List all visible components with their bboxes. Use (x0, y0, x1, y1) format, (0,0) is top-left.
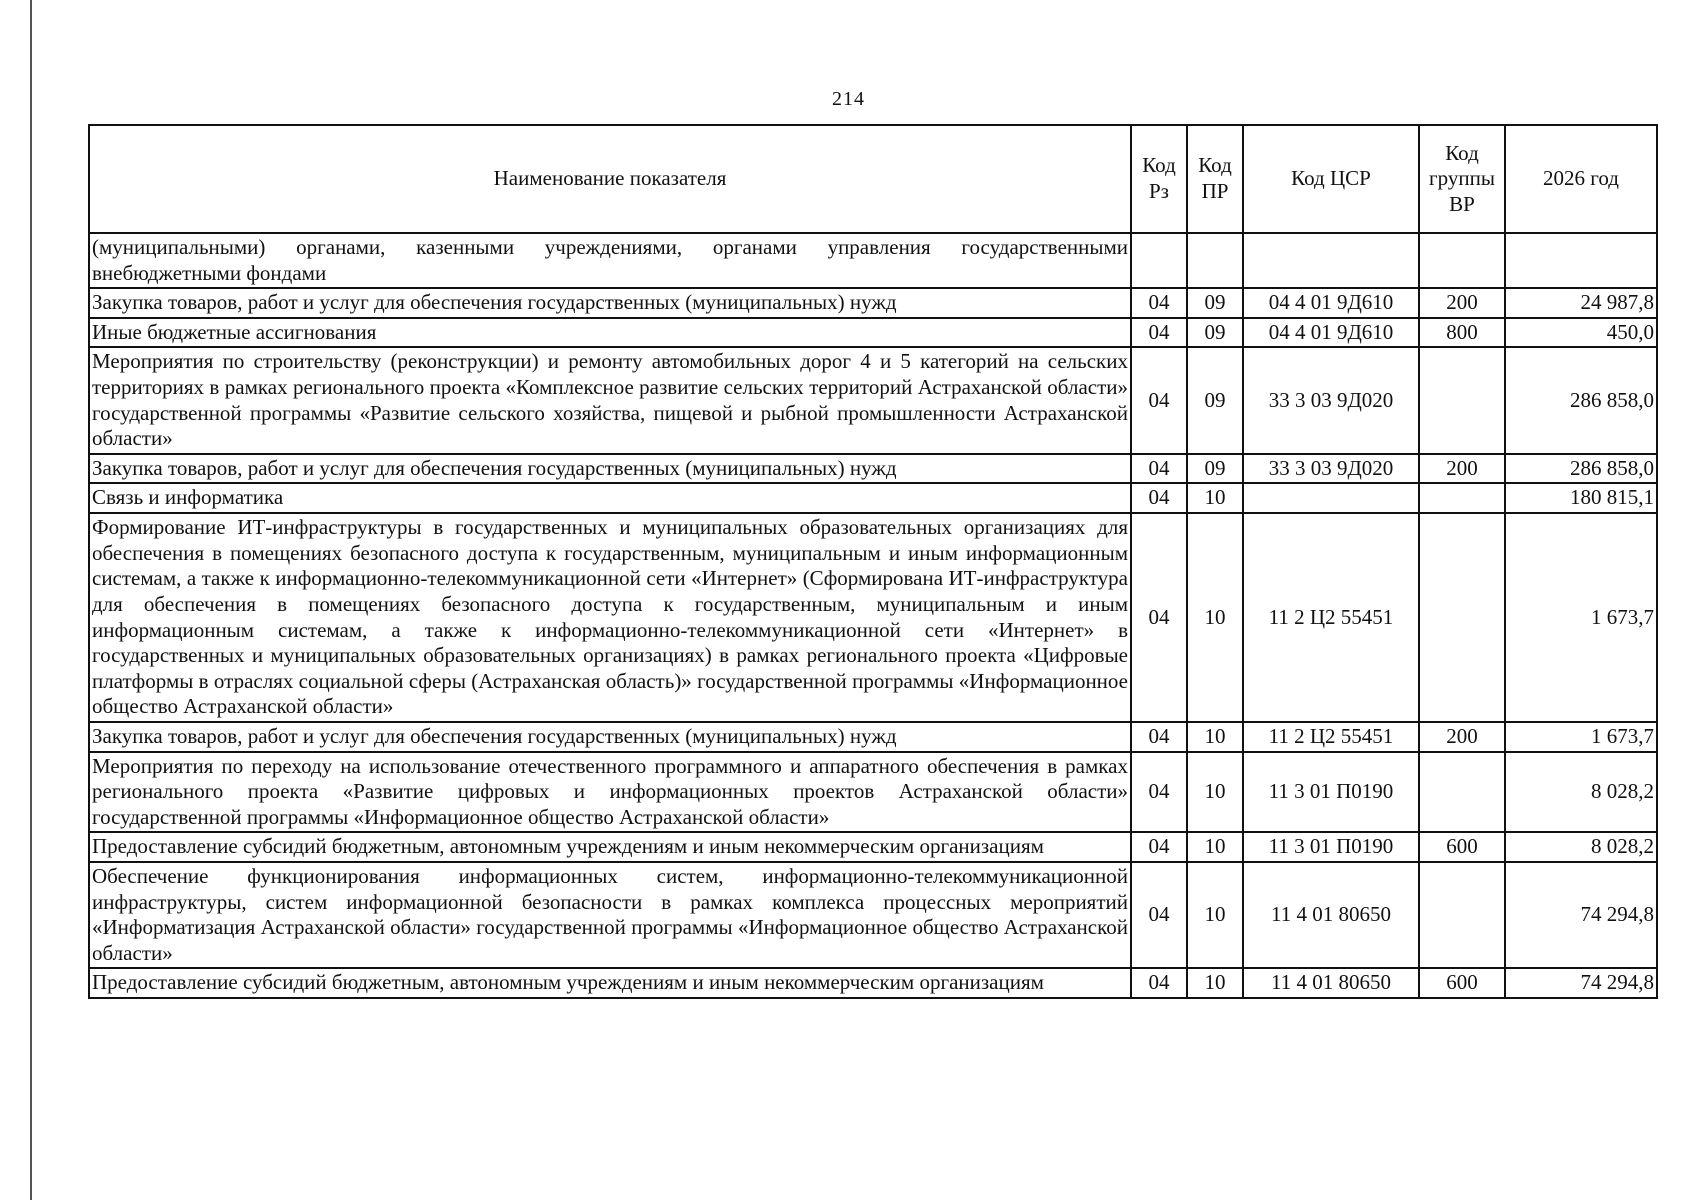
row-rz: 04 (1131, 454, 1187, 484)
table-row (89, 454, 1657, 484)
table-row (89, 233, 1657, 288)
table-row (89, 318, 1657, 348)
row-rz: 04 (1131, 288, 1187, 318)
row-vr: 200 (1419, 722, 1505, 752)
page-binding-line (30, 0, 32, 1200)
row-csr: 11 4 01 80650 (1243, 968, 1419, 998)
row-vr: 600 (1419, 832, 1505, 862)
row-csr: 11 3 01 П0190 (1243, 832, 1419, 862)
budget-table (88, 124, 1658, 999)
row-rz: 04 (1131, 968, 1187, 998)
row-name: Закупка товаров, работ и услуг для обеспечения государственных (муниципальных) нужд (89, 454, 1131, 484)
table-row (89, 722, 1657, 752)
row-pr: 10 (1187, 832, 1243, 862)
row-pr: 10 (1187, 968, 1243, 998)
row-vr (1419, 513, 1505, 722)
row-csr: 33 3 03 9Д020 (1243, 454, 1419, 484)
row-name: Предоставление субсидий бюджетным, автономным учреждениям и иным некоммерческим организациям (89, 832, 1131, 862)
row-pr: 09 (1187, 318, 1243, 348)
table-header-row (89, 125, 1657, 233)
row-pr: 10 (1187, 862, 1243, 968)
row-vr: 600 (1419, 968, 1505, 998)
row-pr: 10 (1187, 513, 1243, 722)
row-csr: 33 3 03 9Д020 (1243, 347, 1419, 453)
table-row (89, 968, 1657, 998)
row-rz: 04 (1131, 318, 1187, 348)
table-row (89, 288, 1657, 318)
row-vr (1419, 752, 1505, 833)
row-name: Мероприятия по строительству (реконструкции) и ремонту автомобильных дорог 4 и 5 категорий на сельских территориях в рамках регионального проекта «Комплексное развитие сельских территорий Астраханской области» государственной программы «Развитие сельского хозяйства, пищевой и рыбной промышленности Астраханской области» (89, 347, 1131, 453)
row-name: Обеспечение функционирования информационных систем, информационно-телекоммуникационной инфраструктуры, систем информационной безопасности в рамках комплекса процессных мероприятий «Информатизация Астраханской области» государственной программы «Информационное общество Астраханской области» (89, 862, 1131, 968)
row-pr: 10 (1187, 483, 1243, 513)
row-rz: 04 (1131, 483, 1187, 513)
row-name: Предоставление субсидий бюджетным, автономным учреждениям и иным некоммерческим организациям (89, 968, 1131, 998)
row-rz: 04 (1131, 752, 1187, 833)
table-row (89, 752, 1657, 833)
row-vr: 200 (1419, 454, 1505, 484)
row-csr: 04 4 01 9Д610 (1243, 318, 1419, 348)
row-amount: 1 673,7 (1505, 722, 1657, 752)
row-vr: 200 (1419, 288, 1505, 318)
row-csr: 11 2 Ц2 55451 (1243, 722, 1419, 752)
row-name: Закупка товаров, работ и услуг для обеспечения государственных (муниципальных) нужд (89, 288, 1131, 318)
table-row (89, 483, 1657, 513)
row-amount: 286 858,0 (1505, 454, 1657, 484)
row-rz: 04 (1131, 347, 1187, 453)
row-name: Связь и информатика (89, 483, 1131, 513)
row-name: (муниципальными) органами, казенными учреждениями, органами управления государственными внебюджетными фондами (89, 233, 1131, 288)
header-csr: Код ЦСР (1243, 125, 1419, 233)
row-rz (1131, 233, 1187, 288)
row-amount (1505, 233, 1657, 288)
table-row (89, 832, 1657, 862)
row-rz: 04 (1131, 513, 1187, 722)
header-vr: Код группы ВР (1419, 125, 1505, 233)
row-pr: 10 (1187, 722, 1243, 752)
header-name: Наименование показателя (89, 125, 1131, 233)
row-csr: 11 2 Ц2 55451 (1243, 513, 1419, 722)
row-amount: 1 673,7 (1505, 513, 1657, 722)
row-rz: 04 (1131, 722, 1187, 752)
row-csr: 04 4 01 9Д610 (1243, 288, 1419, 318)
row-amount: 8 028,2 (1505, 752, 1657, 833)
row-vr (1419, 483, 1505, 513)
row-pr: 09 (1187, 347, 1243, 453)
row-pr: 10 (1187, 752, 1243, 833)
row-name: Закупка товаров, работ и услуг для обеспечения государственных (муниципальных) нужд (89, 722, 1131, 752)
row-amount: 74 294,8 (1505, 968, 1657, 998)
row-amount: 74 294,8 (1505, 862, 1657, 968)
row-rz: 04 (1131, 832, 1187, 862)
row-vr (1419, 347, 1505, 453)
header-year: 2026 год (1505, 125, 1657, 233)
row-name: Формирование ИТ-инфраструктуры в государственных и муниципальных образовательных организациях для обеспечения в помещениях безопасного доступа к государственным, муниципальным и иным информационным системам, а также к информационно-телекоммуникационной сети «Интернет» (Сформирована ИТ-инфраструктура для обеспечения в помещениях безопасного доступа к государственным, муниципальным и иным информационным системам, а также к информационно-телекоммуникационной сети «Интернет» в государственных и муниципальных образовательных организациях) в рамках регионального проекта «Цифровые платформы в отраслях социальной сферы (Астраханская область)» государственной программы «Информационное общество Астраханской области» (89, 513, 1131, 722)
header-pr: Код ПР (1187, 125, 1243, 233)
row-pr: 09 (1187, 454, 1243, 484)
row-csr (1243, 483, 1419, 513)
row-rz: 04 (1131, 862, 1187, 968)
row-csr: 11 3 01 П0190 (1243, 752, 1419, 833)
row-amount: 24 987,8 (1505, 288, 1657, 318)
row-amount: 450,0 (1505, 318, 1657, 348)
row-amount: 8 028,2 (1505, 832, 1657, 862)
header-rz: Код Рз (1131, 125, 1187, 233)
row-csr (1243, 233, 1419, 288)
row-name: Мероприятия по переходу на использование отечественного программного и аппаратного обеспечения в рамках регионального проекта «Развитие цифровых и информационных проектов Астраханской области» государственной программы «Информационное общество Астраханской области» (89, 752, 1131, 833)
row-vr (1419, 233, 1505, 288)
table-row (89, 347, 1657, 453)
row-vr (1419, 862, 1505, 968)
row-amount: 286 858,0 (1505, 347, 1657, 453)
page-number: 214 (832, 88, 865, 110)
row-pr (1187, 233, 1243, 288)
row-vr: 800 (1419, 318, 1505, 348)
row-amount: 180 815,1 (1505, 483, 1657, 513)
table-row (89, 513, 1657, 722)
row-csr: 11 4 01 80650 (1243, 862, 1419, 968)
row-pr: 09 (1187, 288, 1243, 318)
table-row (89, 862, 1657, 968)
row-name: Иные бюджетные ассигнования (89, 318, 1131, 348)
